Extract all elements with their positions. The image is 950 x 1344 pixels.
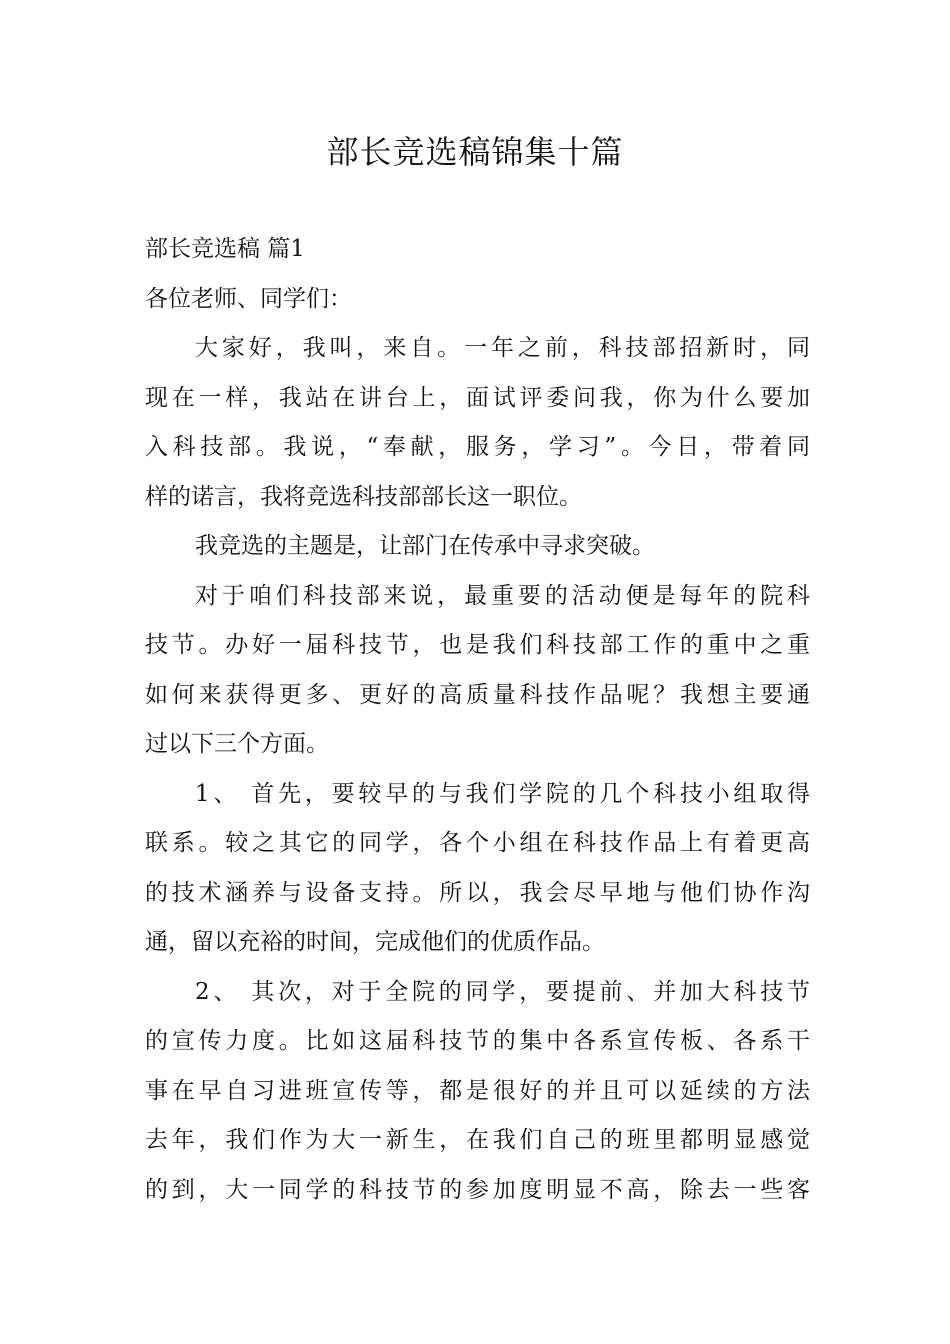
text-line: 技节。办好一届科技节，也是我们科技部工作的重中之重: [145, 632, 810, 658]
text-line: 部长竞选稿 篇1: [145, 236, 305, 262]
text-line: 样的诺言，我将竞选科技部部长这一职位。: [145, 483, 582, 510]
text-line: 各位老师、同学们：: [145, 285, 352, 312]
text-line: 大家好，我叫，来自。一年之前，科技部招新时，同: [195, 335, 810, 361]
text-line: 的宣传力度。比如这届科技节的集中各系宣传板、各系干: [145, 1028, 810, 1054]
text-line: 1、 首先，要较早的与我们学院的几个科技小组取得: [195, 780, 810, 807]
text-line: 去年，我们作为大一新生，在我们自己的班里都明显感觉: [145, 1127, 810, 1153]
text-line: 通，留以充裕的时间，完成他们的优质作品。: [145, 929, 605, 955]
text-line: 现在一样，我站在讲台上，面试评委问我，你为什么要加: [145, 384, 810, 411]
text-line: 对于咱们科技部来说，最重要的活动便是每年的院科: [195, 582, 810, 609]
text-line: 2、 其次，对于全院的同学，要提前、并加大科技节: [195, 978, 810, 1005]
text-line: 如何来获得更多、更好的高质量科技作品呢？我想主要通: [145, 681, 810, 708]
text-line: 联系。较之其它的同学，各个小组在科技作品上有着更高: [145, 830, 810, 856]
text-line: 事在早自习进班宣传等，都是很好的并且可以延续的方法: [145, 1077, 810, 1104]
document-body: [145, 225, 810, 1215]
text-line: 我竞选的主题是，让部门在传承中寻求突破。: [195, 533, 655, 559]
document-title: 部长竞选稿锦集十篇: [326, 133, 624, 171]
text-line: 的技术涵养与设备支持。所以，我会尽早地与他们协作沟: [145, 879, 810, 906]
text-line: 过以下三个方面。: [145, 731, 329, 757]
text-line: 的到，大一同学的科技节的参加度明显不高，除去一些客: [145, 1176, 810, 1203]
text-line: 入科技部。我说，“奉献，服务，学习”。今日，带着同: [145, 434, 810, 460]
